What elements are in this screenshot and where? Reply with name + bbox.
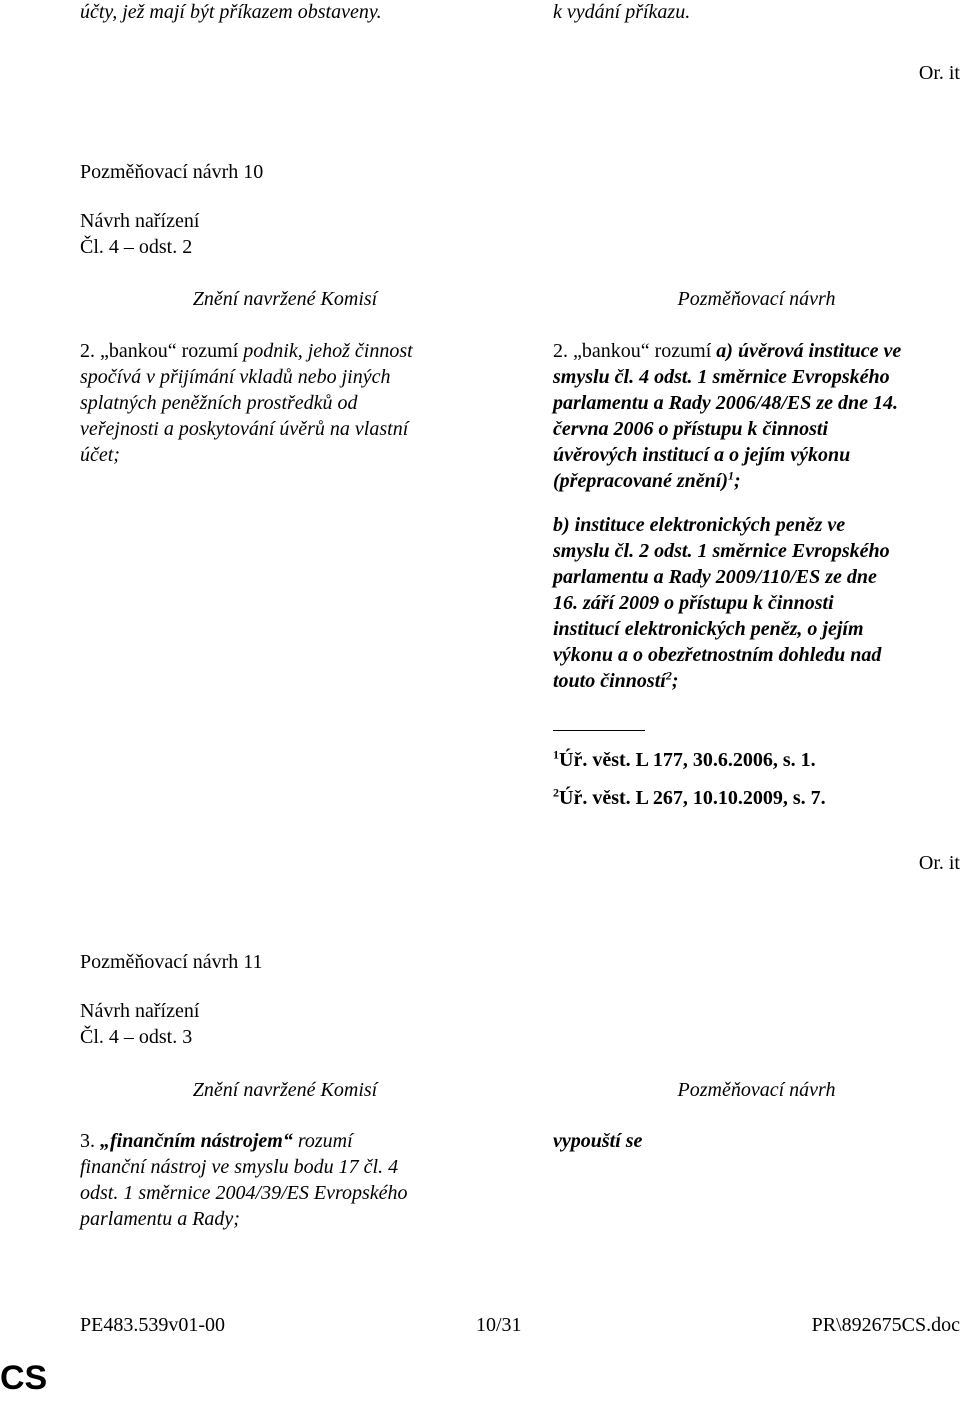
document-id: PE483.539v01-00 bbox=[80, 1314, 225, 1336]
line-end: ; bbox=[733, 470, 741, 492]
text-line: finanční nástroj ve smyslu bodu 17 čl. 4 bbox=[80, 1156, 399, 1178]
amendment-text-b bbox=[553, 512, 890, 694]
text-line: úvěrových institucí a o jejím výkonu bbox=[553, 444, 851, 466]
definition-text: podnik, jehož činnost bbox=[243, 340, 413, 362]
line-text: (přepracované znění) bbox=[553, 470, 728, 492]
footnote-2 bbox=[553, 784, 826, 812]
text-line: výkonu a o obezřetnostním dohledu nad bbox=[553, 644, 882, 666]
line-text: touto činností bbox=[553, 670, 666, 692]
footnote-number: 1 bbox=[553, 747, 559, 762]
text-line: spočívá v přijímání vkladů nebo jiných bbox=[80, 366, 391, 388]
column-header-amendment: Pozměňovací návrh bbox=[677, 1079, 836, 1101]
text-line bbox=[80, 1128, 408, 1154]
point-number: 2. bbox=[80, 340, 95, 362]
text-line: odst. 1 směrnice 2004/39/ES Evropského bbox=[80, 1182, 408, 1204]
article-reference: Čl. 4 – odst. 3 bbox=[80, 1026, 193, 1048]
text-line: parlamentu a Rady 2009/110/ES ze dne bbox=[553, 566, 877, 588]
left-column-tail: účty, jež mají být příkazem obstaveny. bbox=[80, 1, 382, 23]
commission-text bbox=[80, 338, 413, 468]
text-line: veřejnosti a poskytování úvěrů na vlastní bbox=[80, 418, 409, 440]
text-line: 16. září 2009 o přístupu k činnosti bbox=[553, 592, 834, 614]
text-line: parlamentu a Rady; bbox=[80, 1208, 240, 1230]
text-line: institucí elektronických peněz, o jejím bbox=[553, 618, 864, 640]
point-number: 3. bbox=[80, 1130, 100, 1152]
text-line: splatných peněžních prostředků od bbox=[80, 392, 358, 414]
amendment-title: Pozměňovací návrh 10 bbox=[80, 161, 264, 183]
article-reference: Čl. 4 – odst. 2 bbox=[80, 236, 193, 258]
column-header-amendment: Pozměňovací návrh bbox=[677, 288, 836, 310]
text-line bbox=[553, 338, 901, 364]
text-line: b) instituce elektronických peněz ve bbox=[553, 514, 846, 536]
text-line: června 2006 o přístupu k činnosti bbox=[553, 418, 829, 440]
definition-term: „finančním nástrojem“ bbox=[100, 1130, 293, 1152]
deletion-text: vypouští se bbox=[553, 1130, 643, 1152]
text-line bbox=[80, 338, 413, 364]
right-column-tail: k vydání příkazu. bbox=[553, 1, 691, 23]
page-number: 10/31 bbox=[476, 1314, 522, 1336]
commission-text bbox=[80, 1128, 408, 1232]
text-line: smyslu čl. 2 odst. 1 směrnice Evropského bbox=[553, 540, 890, 562]
amendment-text-a bbox=[553, 338, 901, 494]
footnote-1 bbox=[553, 746, 816, 774]
text-line: účet; bbox=[80, 444, 120, 466]
footnote-marker: 2 bbox=[665, 668, 672, 683]
proposal-name: Návrh nařízení bbox=[80, 1000, 200, 1022]
amendment-title: Pozměňovací návrh 11 bbox=[80, 951, 263, 973]
text-line bbox=[553, 668, 890, 694]
footnote-number: 2 bbox=[553, 785, 559, 800]
column-header-commission: Znění navržené Komisí bbox=[192, 288, 378, 310]
footnote-text: Úř. věst. L 177, 30.6.2006, s. 1. bbox=[559, 749, 816, 771]
footnote-marker: 1 bbox=[727, 468, 734, 483]
definition-text: rozumí bbox=[292, 1130, 353, 1152]
column-header-commission: Znění navržené Komisí bbox=[192, 1079, 378, 1101]
proposal-name: Návrh nařízení bbox=[80, 210, 200, 232]
line-end: ; bbox=[671, 670, 679, 692]
original-language: Or. it bbox=[918, 852, 960, 874]
footnote-separator bbox=[553, 730, 645, 731]
definition-term: „bankou“ rozumí bbox=[95, 340, 244, 362]
definition-text: a) úvěrová instituce ve bbox=[716, 340, 902, 362]
footnote-text: Úř. věst. L 267, 10.10.2009, s. 7. bbox=[559, 787, 826, 809]
definition-term: 2. „bankou“ rozumí bbox=[553, 340, 717, 362]
original-language: Or. it bbox=[918, 62, 960, 84]
text-line: smyslu čl. 4 odst. 1 směrnice Evropského bbox=[553, 366, 890, 388]
text-line: parlamentu a Rady 2006/48/ES ze dne 14. bbox=[553, 392, 899, 414]
text-line bbox=[553, 468, 901, 494]
file-name: PR\892675CS.doc bbox=[811, 1314, 960, 1336]
language-code: CS bbox=[0, 1359, 48, 1397]
